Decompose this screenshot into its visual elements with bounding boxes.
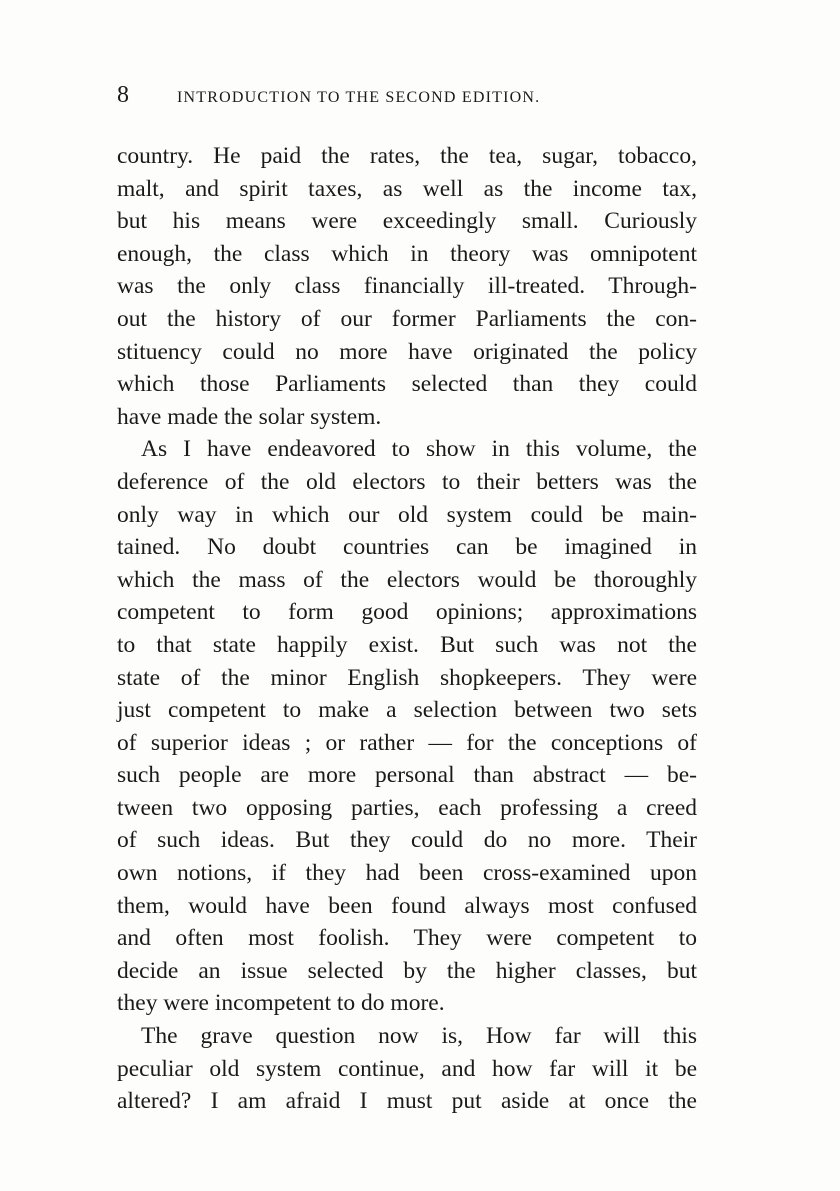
text-line: which the mass of the electors would be thoroughly bbox=[117, 566, 697, 593]
text-line: stituency could no more have originated the policy bbox=[117, 338, 697, 365]
text-line: them, would have been found always most confused bbox=[117, 892, 697, 919]
text-line: of such ideas. But they could do no more. Their bbox=[117, 827, 697, 854]
text-line: deference of the old electors to their betters was the bbox=[117, 468, 697, 495]
text-line: but his means were exceedingly small. Curiously bbox=[117, 208, 697, 235]
text-line: decide an issue selected by the higher classes, but bbox=[117, 957, 697, 984]
body-text bbox=[117, 140, 697, 1118]
running-header bbox=[117, 82, 697, 112]
text-line: have made the solar system. bbox=[117, 403, 382, 430]
text-line: out the history of our former Parliaments the con- bbox=[117, 305, 697, 332]
paragraph-1 bbox=[117, 140, 697, 433]
text-line: enough, the class which in theory was omnipotent bbox=[117, 240, 697, 267]
text-line: country. He paid the rates, the tea, sugar, tobacco, bbox=[117, 143, 697, 169]
text-line: was the only class financially ill-treated. Through- bbox=[117, 273, 697, 300]
paragraph-3 bbox=[117, 1020, 697, 1118]
text-line: own notions, if they had been cross-examined upon bbox=[117, 860, 697, 887]
text-line: and often most foolish. They were competent to bbox=[117, 925, 697, 952]
text-line: malt, and spirit taxes, as well as the income tax, bbox=[117, 175, 697, 202]
text-line: The grave question now is, How far will this bbox=[141, 1023, 697, 1050]
text-line: just competent to make a selection between two sets bbox=[117, 697, 697, 724]
text-line: of superior ideas ; or rather — for the conceptions of bbox=[117, 729, 697, 756]
text-line: peculiar old system continue, and how far will it be bbox=[117, 1055, 697, 1082]
paragraph-2 bbox=[117, 433, 697, 1020]
text-line: As I have endeavored to show in this volume, the bbox=[141, 436, 697, 463]
text-line: altered? I am afraid I must put aside at once the bbox=[117, 1088, 697, 1115]
page-number: 8 bbox=[117, 82, 129, 108]
text-line: to that state happily exist. But such was not the bbox=[117, 631, 697, 658]
text-line: tained. No doubt countries can be imagined in bbox=[117, 534, 697, 561]
text-line: competent to form good opinions; approximations bbox=[117, 599, 697, 626]
text-line: which those Parliaments selected than they could bbox=[117, 371, 697, 398]
text-line: state of the minor English shopkeepers. They were bbox=[117, 664, 697, 691]
text-line: tween two opposing parties, each professing a creed bbox=[117, 794, 697, 821]
running-title: INTRODUCTION TO THE SECOND EDITION. bbox=[177, 89, 541, 106]
text-line: such people are more personal than abstract — be- bbox=[117, 762, 697, 789]
text-line: only way in which our old system could be main- bbox=[117, 501, 697, 528]
text-line: they were incompetent to do more. bbox=[117, 990, 445, 1017]
